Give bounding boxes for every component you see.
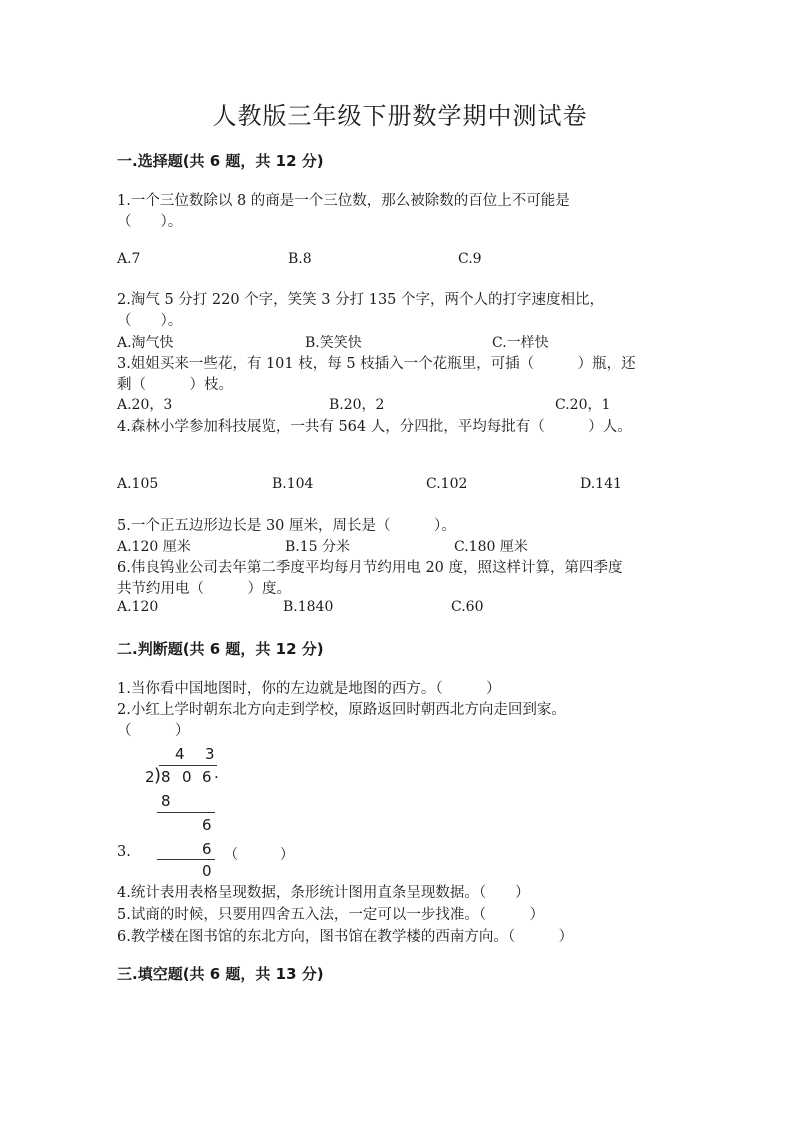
question-text: 6.伟良钨业公司去年第二季度平均每月节约用电 20 度，照这样计算，第四季度 bbox=[117, 560, 623, 576]
option-c: C.一样快 bbox=[492, 335, 549, 351]
question-text: （ ） bbox=[117, 723, 190, 739]
division-bracket-icon: ) bbox=[154, 765, 162, 786]
question-text: （ ）。 bbox=[117, 313, 183, 329]
question-text: 剩（ ）枝。 bbox=[117, 377, 233, 393]
question-text: 2.小红上学时朝东北方向走到学校，原路返回时朝西北方向走回到家。 bbox=[117, 702, 566, 718]
option-b: B.104 bbox=[272, 476, 314, 492]
option-d: D.141 bbox=[580, 476, 622, 492]
question-text: 1.当你看中国地图时，你的左边就是地图的西方。（ ） bbox=[117, 681, 501, 697]
option-b: B.笑笑快 bbox=[305, 335, 362, 351]
option-a: A.7 bbox=[117, 251, 141, 267]
divisor-digit: 2 bbox=[145, 768, 155, 786]
option-a: A.120 bbox=[117, 599, 159, 615]
remainder-digit: 6 bbox=[202, 816, 212, 834]
answer-blank: （ ） bbox=[224, 847, 294, 863]
option-a: A.淘气快 bbox=[117, 335, 174, 351]
remainder-digit: 0 bbox=[202, 862, 212, 880]
dividend-digit: 8 bbox=[161, 768, 171, 786]
question-text: 3.姐姐买来一些花，有 101 枝，每 5 枝插入一个花瓶里，可插（ ）瓶，还 bbox=[117, 356, 636, 372]
option-b: B.8 bbox=[288, 251, 312, 267]
dividend-dot: . bbox=[214, 764, 219, 782]
question-text: 6.教学楼在图书馆的东北方向，图书馆在教学楼的西南方向。（ ） bbox=[117, 929, 574, 945]
option-b: B.20，2 bbox=[329, 397, 385, 413]
option-c: C.180 厘米 bbox=[454, 539, 528, 555]
question-text: 1.一个三位数除以 8 的商是一个三位数，那么被除数的百位上不可能是 bbox=[117, 193, 570, 209]
page-title: 人教版三年级下册数学期中测试卷 bbox=[212, 102, 588, 130]
option-c: C.9 bbox=[458, 251, 482, 267]
option-a: A.20，3 bbox=[117, 397, 173, 413]
question-text: 4.统计表用表格呈现数据，条形统计图用直条呈现数据。（ ） bbox=[117, 885, 530, 901]
subtrahend-digit: 6 bbox=[202, 840, 212, 858]
dividend-digit: 0 bbox=[182, 768, 192, 786]
option-c: C.102 bbox=[426, 476, 468, 492]
quotient-digit: 3 bbox=[205, 745, 215, 763]
question-text: 5.一个正五边形边长是 30 厘米，周长是（ ）。 bbox=[117, 518, 456, 534]
option-c: C.60 bbox=[451, 599, 484, 615]
section-heading-choice: 一.选择题(共 6 题，共 12 分) bbox=[117, 152, 324, 170]
option-b: B.15 分米 bbox=[285, 539, 351, 555]
option-b: B.1840 bbox=[283, 599, 334, 615]
option-c: C.20，1 bbox=[555, 397, 611, 413]
dividend-digit: 6 bbox=[202, 768, 212, 786]
option-a: A.105 bbox=[117, 476, 159, 492]
option-a: A.120 厘米 bbox=[117, 539, 191, 555]
question-text: （ ）。 bbox=[117, 214, 183, 230]
question-text: 5.试商的时候，只要用四舍五入法，一定可以一步找准。（ ） bbox=[117, 907, 545, 923]
question-text: 4.森林小学参加科技展览，一共有 564 人，分四批，平均每批有（ ）人。 bbox=[117, 419, 632, 435]
quotient-digit: 4 bbox=[175, 745, 185, 763]
question-text: 3. bbox=[117, 844, 131, 860]
question-text: 2.淘气 5 分打 220 个字，笑笑 3 分打 135 个字，两个人的打字速度相比， bbox=[117, 292, 605, 308]
section-heading-true-false: 二.判断题(共 6 题，共 12 分) bbox=[117, 640, 324, 658]
question-text: 共节约用电（ ）度。 bbox=[117, 581, 291, 597]
section-heading-fill-blank: 三.填空题(共 6 题，共 13 分) bbox=[117, 965, 324, 983]
subtrahend-digit: 8 bbox=[161, 792, 171, 810]
